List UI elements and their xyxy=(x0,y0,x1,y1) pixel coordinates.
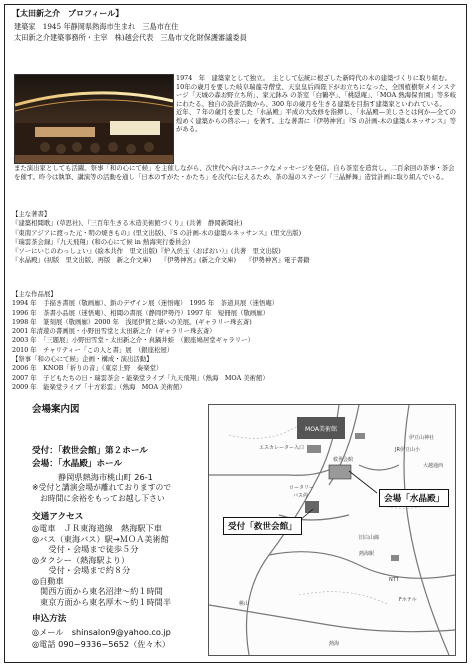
tea-house-photo xyxy=(14,74,174,164)
apply-phone[interactable]: ◎電話 090−9336−5652（佐々木） xyxy=(32,639,171,649)
map-reception-label: 受付「救世会館」 xyxy=(223,517,302,535)
access-line: 関西方面から東名沼津〜約１時間 xyxy=(40,586,163,596)
work-item: 2007 年 子どもたちの日・瑞雲茶会・能楽堂ライブ「九天飛翔」（熱海 MOA 美術館） xyxy=(12,373,269,382)
venue-note1: ※受付と講演会場が離れておりますので xyxy=(32,483,172,492)
access-line: ◎バス（東海バス）駅→ＭＯＡ美術館 xyxy=(32,533,169,544)
work-item: 2010 年 チャリティー「この人と書」展 （銀座松屋） xyxy=(12,345,174,354)
access-line: ◎タクシー（熱海駅より） xyxy=(32,554,130,565)
access-title: 交通アクセス xyxy=(32,512,84,522)
map-label: バス停 xyxy=(293,493,309,499)
map-label: JR伊豆山小 xyxy=(395,447,420,453)
reception-info: 受付：「救世会館」第２ホール xyxy=(32,446,148,456)
access-line: ◎電車 ＪＲ東海道線 熱海駅下車 xyxy=(32,523,162,533)
profile-title: 【太田新之介 プロフィール】 xyxy=(12,8,124,18)
bio-side xyxy=(176,74,456,134)
book-item: 『ソーにいじのわっしょい』(絵本共作 里文出版)『炉入於玉（おばおい）』(共著 里文出版) xyxy=(12,247,281,256)
bio-full xyxy=(14,164,456,181)
bio-paragraph: 1974 年 建築家として独立。 主として伝統に根ざした新時代の木の建築づくりに取り組む。 xyxy=(176,74,452,82)
work-item: 2001 年清遊の書画展・小野田雪堂と太田新之介（ギャラリー珠玄斎） xyxy=(12,327,216,336)
works-title: 【主な作品展】 xyxy=(12,290,57,298)
map-label: 熱海 xyxy=(329,641,340,647)
map-label: Fホテル xyxy=(399,597,417,603)
work-item: 2003 年 「三題展」小野田雪堂・太田新之介・真鍋井蛙 （銀座鳩居堂ギャラリー） xyxy=(12,336,254,345)
apply-email[interactable]: ◎メール shinsalon9@yahoo.co.jp xyxy=(32,627,171,637)
map-label: 救世会館 xyxy=(333,457,354,463)
bio-paragraph: 近年、７年の歳月を要した「水晶殿」平成の大改修を指揮し、「水晶殿—美しさとは何か—全ての煌めく建築からの啓示—」を著す。主な著書に『伊勢神宮』『S の計画‐木の建築ルネッサンス』等がある。 xyxy=(176,108,456,133)
venue-note2: お時間に余裕をもってお越し下さい xyxy=(40,494,165,503)
map-label: 熱海駅 xyxy=(359,551,375,557)
work-item: 1998 年 篆刻展（敬画廊）2000 年 浅尾伊賀と繕いの美展。(ギャラリー珠玄斎) xyxy=(12,317,252,326)
book-item: 『瑞雲茶会録』『九天飛翔』(和の心にて候 in 熱海実行委員会) xyxy=(12,237,191,246)
book-item: 『建築相聞歌』(草思社)、『三百年生きる木造美術館づくり』(共著 静岡新聞社) xyxy=(12,219,243,228)
hall-info: 会場：「水晶殿」ホール xyxy=(32,459,123,469)
work-item: 2006 年 KNOB「祈りの音」（東京上野 奏楽堂） xyxy=(12,364,163,373)
bio-paragraph: 10年の歳月を要した岐阜瑞龍寺僧堂、天皇皇后両陛下がお立ちになった、全国植樹祭メインステージ「天城の森お野立ち所」、家元鉢み の茶室「白鶴亭」、「桃隠庵」、「MOA 熱海保育園」等多岐にわたる。独自の設計活動から、300 年の歳月を生きる建築を目指す建築家といわれている。 xyxy=(176,82,456,108)
bio-paragraph: また演出家としても活躍。祭事「和の心にて候」を主催しながら、次世代へ向けユニークなメッセージを発信。自ら茶室を造営し、二百余回の茶事・茶会を催す。昨今は執筆、講演等の活動を通し「日本のすがた・かたち」を次代に伝えるため、茶の湯のステージ「三晶鮮舞」造営計画に取り組んでいる。 xyxy=(14,164,455,181)
map-label: ロータリー xyxy=(289,485,315,491)
map-label: NTT xyxy=(389,577,399,583)
work-item: 1996 年 茶書小品展（迷悟庵）、相聞の書展（静岡伊勢丹）1997 年 短冊展（敬画廊） xyxy=(12,308,270,317)
venue-address: 静岡県熱海市桃山町 26-1 xyxy=(58,472,153,482)
map-label: 伊豆山神社 xyxy=(409,435,435,441)
work-item: 1994 年 手描き書展（敬画廊）、鋲のデザイン展（迷悟庵） 1995 年 茶道具展（迷悟庵） xyxy=(12,299,279,308)
map-hall-label: 会場「水晶殿」 xyxy=(379,489,449,507)
work-item: 【祭事「和の心にて候」企画・構成・演出活動】 xyxy=(12,355,153,364)
access-section xyxy=(32,512,171,607)
venue-header: 会場案内図 xyxy=(32,404,80,415)
access-line: ◎自動車 xyxy=(32,575,64,586)
map-escalator-label: エスカレーター入口 xyxy=(259,445,305,451)
map-museum-label: MOA美術館 xyxy=(305,426,337,433)
access-line: 東京方面から東名厚木〜約１時間半 xyxy=(40,596,172,607)
access-line: 受付・会場まで徒歩５分 xyxy=(32,544,139,554)
work-item: 2009 年 能楽堂ライブ「十方彩雲」（熱海 MOA 美術館） xyxy=(12,382,186,391)
map-label: 旧白山線 xyxy=(359,535,380,541)
map-label: 大越通西 xyxy=(423,463,444,469)
profile-line1: 建築家 1945 年静岡県熱海市生まれ 三島市在住 xyxy=(14,22,179,31)
works-section xyxy=(12,290,278,392)
book-item: 『水晶殿』(初版 里文出版、再版 新之介文庫) 『伊勢神宮』(新之介文庫) 『伊勢神宮』電子書籍 xyxy=(12,256,310,265)
apply-title: 申込方法 xyxy=(32,614,67,624)
book-item: 『東南アジアに渡った元・明の焼きもの』(里文出版)、『S の計画‐木の建築ルネッサンス』(里文出版) xyxy=(12,228,302,237)
venue-map xyxy=(208,404,456,656)
map-label: 桃山 xyxy=(239,601,250,607)
profile-line2: 太田新之介建築事務所・主宰 株)越会代表 三島市文化財保護審議委員 xyxy=(14,33,247,42)
books-section xyxy=(12,210,310,266)
access-line: 受付・会場まで約８分 xyxy=(32,565,131,575)
books-title: 【主な著書】 xyxy=(12,210,51,218)
